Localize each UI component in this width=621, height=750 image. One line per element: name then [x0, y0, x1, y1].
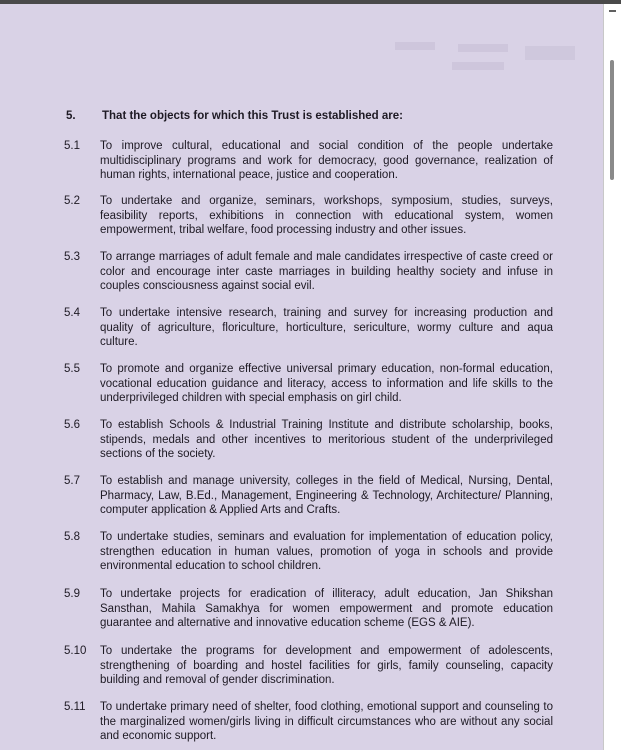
bleed-through-mark [395, 42, 435, 50]
clause-text: To establish and manage university, colleges in the field of Medical, Nursing, Dental, Pharmacy, Law, B.Ed., Management, Engineering & Technology, Architecture/ Planning, computer application & Applied Arts and Crafts. [100, 475, 553, 516]
section-title: That the objects for which this Trust is established are: [102, 110, 403, 122]
scroll-up-icon[interactable] [609, 10, 616, 12]
clause-number: 5.1 [64, 140, 80, 152]
section-number: 5. [66, 110, 76, 122]
clause-text: To improve cultural, educational and social condition of the people undertake multidisciplinary programs and work for democracy, good governance, realization of human rights, international peace, justice and cooperation. [100, 140, 553, 181]
clause-text: To arrange marriages of adult female and male candidates irrespective of caste creed or color and encourage inter caste marriages in building healthy society and infuse in couples consciousness against social evil. [100, 251, 553, 292]
clause-text: To establish Schools & Industrial Training Institute and distribute scholarship, books, stipends, medals and other incentives to meritorious student of the underprivileged sections of the society. [100, 419, 553, 460]
clause-number: 5.5 [64, 363, 80, 375]
clause-number: 5.8 [64, 531, 80, 543]
clause-number: 5.3 [64, 251, 80, 263]
vertical-scrollbar[interactable] [603, 4, 621, 750]
clause-number: 5.7 [64, 475, 80, 487]
bleed-through-mark [458, 44, 508, 52]
bleed-through-mark [452, 62, 504, 70]
clause-number: 5.11 [64, 701, 86, 713]
scanned-page [0, 4, 603, 750]
clause-text: To undertake the programs for development and empowerment of adolescents, strengthening of boarding and hostel facilities for girls, family counseling, capacity building and removal of gender discrimination. [100, 645, 553, 686]
clause-text: To undertake intensive research, training and survey for increasing production and quality of agriculture, floriculture, horticulture, sericulture, wormy culture and aqua culture. [100, 307, 553, 348]
scrollbar-thumb[interactable] [610, 60, 614, 180]
clause-number: 5.2 [64, 195, 80, 207]
clause-text: To undertake studies, seminars and evaluation for implementation of education policy, strengthen education in human values, promotion of yoga in schools and provide environmental education to school children. [100, 531, 553, 572]
clause-text: To promote and organize effective universal primary education, non-formal education, vocational education guidance and literacy, access to information and life skills to the underprivileged children with special emphasis on girl child. [100, 363, 553, 404]
clause-text: To undertake projects for eradication of illiteracy, adult education, Jan Shikshan Sansthan, Mahila Samakhya for women empowerment and promote education guarantee and alternative and innovative education scheme (EGS & AIE). [100, 588, 553, 629]
bleed-through-mark [525, 46, 575, 60]
clause-text: To undertake and organize, seminars, workshops, symposium, studies, surveys, feasibility reports, exhibitions in connection with educational system, women empowerment, tribal welfare, food processing industry and other issues. [100, 195, 553, 236]
clause-number: 5.6 [64, 419, 80, 431]
clause-number: 5.9 [64, 588, 80, 600]
clause-text: To undertake primary need of shelter, food clothing, emotional support and counseling to the marginalized women/girls living in difficult circumstances who are without any social and economic support. [100, 701, 553, 742]
clause-number: 5.10 [64, 645, 87, 657]
clause-number: 5.4 [64, 307, 80, 319]
